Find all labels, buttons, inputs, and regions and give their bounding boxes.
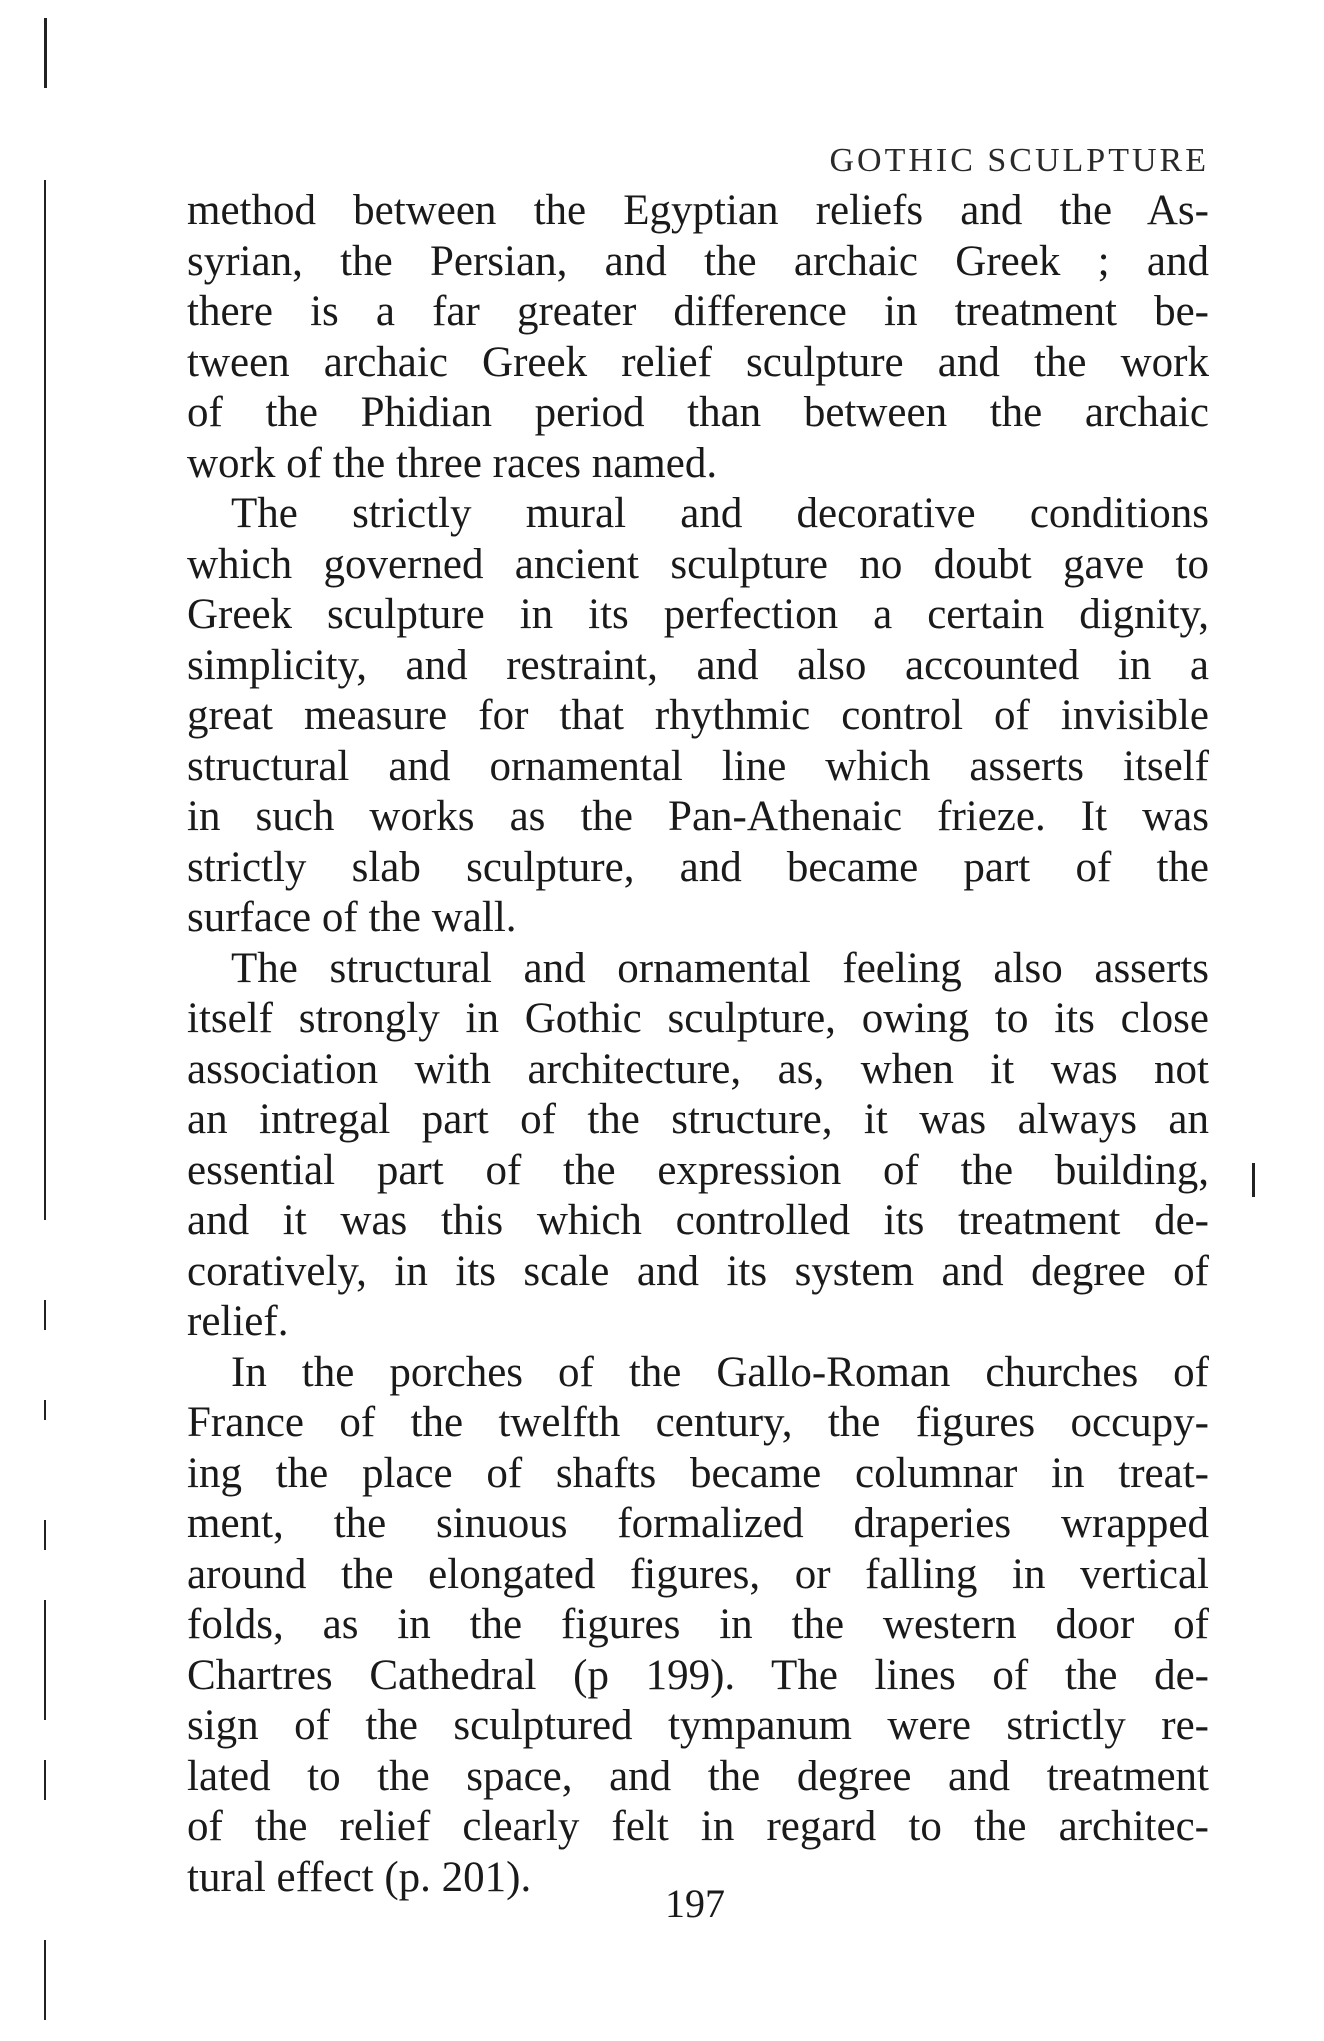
text-line: France of the twelfth century, the figures occupy-	[187, 1399, 1209, 1446]
text-line: there is a far greater difference in treatment be-	[187, 288, 1209, 335]
text-line: simplicity, and restraint, and also accounted in a	[187, 641, 1209, 689]
text-line: The strictly mural and decorative conditions	[231, 490, 1209, 537]
text-line: Chartres Cathedral (p 199). The lines of the de-	[187, 1651, 1209, 1699]
text-line: an intregal part of the structure, it was always an	[187, 1096, 1209, 1143]
text-line: around the elongated figures, or falling in vertical	[187, 1550, 1209, 1598]
text-line: of the Phidian period than between the archaic	[187, 389, 1209, 436]
text-line: structural and ornamental line which asserts itself	[187, 742, 1209, 790]
text-line: sign of the sculptured tympanum were strictly re-	[187, 1702, 1209, 1749]
text-line: The structural and ornamental feeling also asserts	[231, 944, 1209, 992]
text-line: syrian, the Persian, and the archaic Greek ; and	[187, 237, 1209, 285]
text-line: of the relief clearly felt in regard to the architec-	[187, 1803, 1209, 1850]
text-line: strictly slab sculpture, and became part of the	[187, 843, 1209, 891]
text-line: great measure for that rhythmic control of invisible	[187, 692, 1209, 739]
paragraph	[187, 944, 1209, 1348]
text-line: coratively, in its scale and its system and degree of	[187, 1247, 1209, 1295]
text-line: ing the place of shafts became columnar in treat-	[187, 1449, 1209, 1497]
text-line: lated to the space, and the degree and treatment	[187, 1752, 1209, 1800]
text-line: work of the three races named.	[187, 439, 718, 487]
left-margin-rule	[44, 1940, 46, 2020]
text-line: in such works as the Pan-Athenaic frieze. It was	[187, 793, 1209, 840]
text-line: method between the Egyptian reliefs and the As-	[187, 187, 1209, 234]
paragraph	[187, 489, 1209, 944]
text-line: relief.	[187, 1298, 289, 1345]
left-margin-rule	[44, 18, 47, 88]
left-margin-rule	[44, 180, 46, 1220]
text-line: and it was this which controlled its treatment de-	[187, 1197, 1209, 1244]
text-line: which governed ancient sculpture no doubt gave to	[187, 540, 1209, 588]
margin-mark	[1252, 1163, 1255, 1197]
running-title: GOTHIC SCULPTURE	[829, 142, 1209, 179]
body-text	[187, 186, 1209, 1903]
page-number: 197	[665, 1881, 725, 1926]
left-margin-rule	[44, 1760, 46, 1800]
text-line: Greek sculpture in its perfection a certain dignity,	[187, 591, 1209, 638]
left-margin-rule	[44, 1520, 46, 1550]
paragraph	[187, 186, 1209, 489]
left-margin-rule	[44, 1400, 46, 1420]
text-line: surface of the wall.	[187, 894, 517, 941]
text-line: tural effect (p. 201).	[187, 1853, 532, 1901]
text-line: tween archaic Greek relief sculpture and the work	[187, 338, 1209, 386]
left-margin-rule	[44, 1300, 46, 1330]
paragraph	[187, 1348, 1209, 1904]
text-line: association with architecture, as, when it was not	[187, 1045, 1209, 1093]
text-line: ment, the sinuous formalized draperies wrapped	[187, 1500, 1209, 1547]
text-line: itself strongly in Gothic sculpture, owing to its close	[187, 995, 1209, 1042]
left-margin-rule	[44, 1600, 46, 1720]
text-line: essential part of the expression of the building,	[187, 1146, 1209, 1194]
text-line: In the porches of the Gallo-Roman churches of	[231, 1348, 1209, 1396]
text-line: folds, as in the figures in the western door of	[187, 1601, 1209, 1648]
